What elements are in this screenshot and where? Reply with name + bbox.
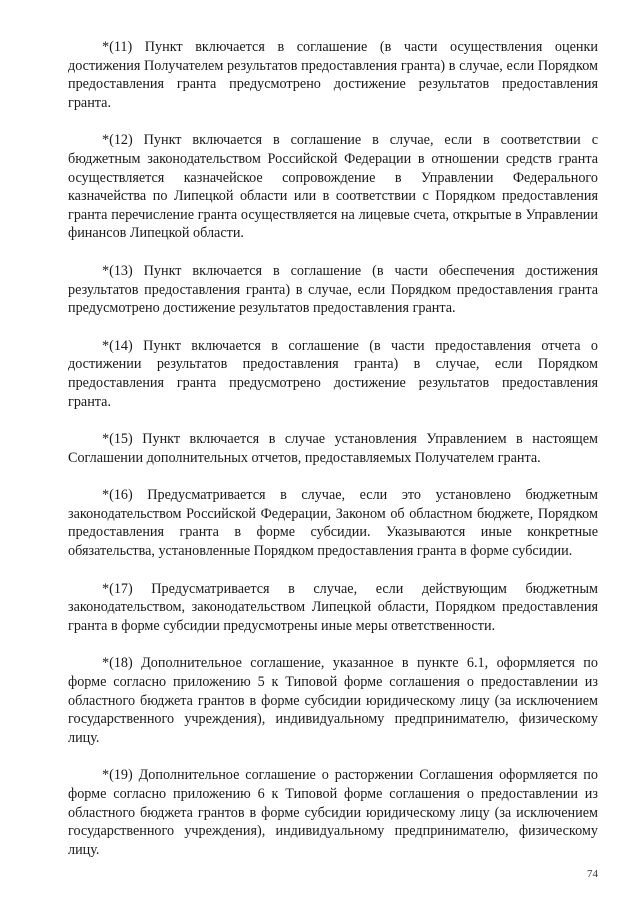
footnote-14: *(14) Пункт включается в соглашение (в части предоставления отчета о достижении результатов предоставления гранта) в случае, если Порядком предоставления гранта предусмотрено достижение результатов предоставления гранта. [68,337,598,410]
footnote-15: *(15) Пункт включается в случае установления Управлением в настоящем Соглашении дополнительных отчетов, предоставляемых Получателем гранта. [68,431,598,466]
page-number: 74 [587,868,598,880]
footnote-18: *(18) Дополнительное соглашение, указанное в пункте 6.1, оформляется по форме согласно приложению 5 к Типовой форме соглашения о предоставлении из областного бюджета грантов в форме субсидии юридическому лицу (за исключением государственного учреждения), индивидуальному предпринимателю, физическому лицу. [68,655,598,746]
footnote-19: *(19) Дополнительное соглашение о расторжении Соглашения оформляется по форме согласно приложению 6 к Типовой форме соглашения о предоставлении из областного бюджета грантов в форме субсидии юридическому лицу (за исключением государственного учреждения), индивидуальному предпринимателю, физическому лицу. [68,767,598,858]
footnote-13: *(13) Пункт включается в соглашение (в части обеспечения достижения результатов предоставления гранта) в случае, если Порядком предоставления гранта предусмотрено достижение результатов предоставления гранта. [68,262,598,317]
footnotes-section [68,38,598,878]
footnote-17: *(17) Предусматривается в случае, если действующим бюджетным законодательством, законодательством Липецкой области, Порядком предоставления гранта в форме субсидии предусмотрены иные меры ответственности. [68,580,598,634]
footnote-16: *(16) Предусматривается в случае, если это установлено бюджетным законодательством Российской Федерации, Законом об областном бюджете, Порядком предоставления гранта в форме субсидии. Указываются иные конкретные обязательства, установленные Порядком предоставления гранта в форме субсидии. [68,487,598,560]
footnote-11: *(11) Пункт включается в соглашение (в части осуществления оценки достижения Получателем результатов предоставления гранта) в случае, если Порядком предоставления гранта предусмотрено достижение результатов предоставления гранта. [68,39,598,111]
footnote-12: *(12) Пункт включается в соглашение в случае, если в соответствии с бюджетным законодательством Российской Федерации в отношении средств гранта осуществляется казначейское сопровождение в Управлении Федерального казначейства по Липецкой области или в соответствии с Порядком предоставления гранта перечисление гранта осуществляется на лицевые счета, открытые в Управлении финансов Липецкой области. [68,132,598,242]
